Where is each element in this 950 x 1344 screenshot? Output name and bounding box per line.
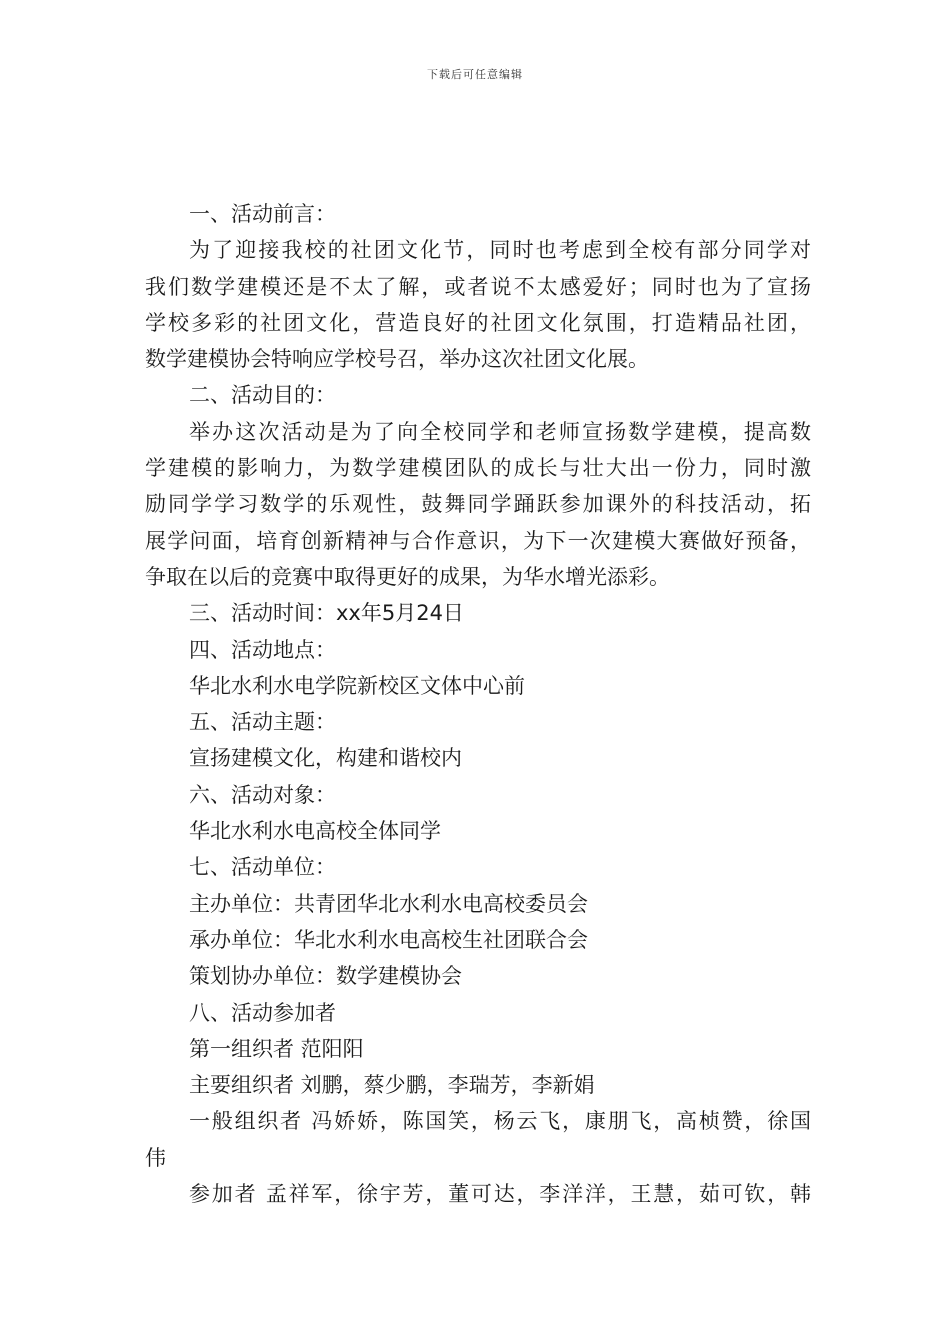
paragraph-line: 伟 <box>145 1145 166 1170</box>
paragraph-line: 学建模的影响力，为数学建模团队的成长与壮大出一份力，同时激 <box>145 456 811 481</box>
paragraph-line: 华北水利水电高校全体同学 <box>189 819 441 844</box>
paragraph-line: 承办单位：华北水利水电高校生社团联合会 <box>189 927 588 952</box>
paragraph-line: 三、活动时间：xx年5月24日 <box>189 601 464 626</box>
paragraph-line: 七、活动单位： <box>189 855 336 880</box>
paragraph-line: 数学建模协会特响应学校号召，举办这次社团文化展。 <box>145 347 649 372</box>
paragraph-line: 四、活动地点： <box>189 637 336 662</box>
paragraph-line: 学校多彩的社团文化，营造良好的社团文化氛围，打造精品社团， <box>145 310 811 335</box>
paragraph-line: 策划协办单位：数学建模协会 <box>189 964 462 989</box>
document-body <box>145 196 811 1212</box>
paragraph-line: 六、活动对象： <box>189 782 336 807</box>
paragraph-line: 展学问面，培育创新精神与合作意识，为下一次建模大赛做好预备， <box>145 528 811 553</box>
paragraph-line: 第一组织者 范阳阳 <box>189 1036 364 1061</box>
paragraph-line: 八、活动参加者 <box>189 1000 336 1025</box>
paragraph-line: 举办这次活动是为了向全校同学和老师宣扬数学建模，提高数 <box>189 419 811 444</box>
paragraph-line: 主要组织者 刘鹏，蔡少鹏，李瑞芳，李新娟 <box>189 1073 595 1098</box>
paragraph-line: 为了迎接我校的社团文化节，同时也考虑到全校有部分同学对 <box>189 238 811 263</box>
paragraph-line: 宣扬建模文化，构建和谐校内 <box>189 746 462 771</box>
paragraph-line: 一般组织者 冯娇娇，陈国笑，杨云飞，康朋飞，高桢赞，徐国 <box>189 1109 811 1134</box>
paragraph-line: 二、活动目的： <box>189 383 336 408</box>
paragraph-line: 华北水利水电学院新校区文体中心前 <box>189 673 525 698</box>
paragraph-line: 一、活动前言： <box>189 202 336 226</box>
paragraph-line: 争取在以后的竞赛中取得更好的成果，为华水增光添彩。 <box>145 564 670 589</box>
paragraph-line: 主办单位：共青团华北水利水电高校委员会 <box>189 891 588 916</box>
page-header-note: 下载后可任意编辑 <box>427 68 523 81</box>
paragraph-line: 励同学学习数学的乐观性，鼓舞同学踊跃参加课外的科技活动，拓 <box>145 492 811 517</box>
paragraph-line: 五、活动主题： <box>189 710 336 735</box>
paragraph-line: 参加者 孟祥军，徐宇芳，董可达，李洋洋，王慧，茹可钦，韩 <box>189 1182 811 1207</box>
paragraph-line: 我们数学建模还是不太了解，或者说不太感爱好；同时也为了宣扬 <box>145 274 811 299</box>
